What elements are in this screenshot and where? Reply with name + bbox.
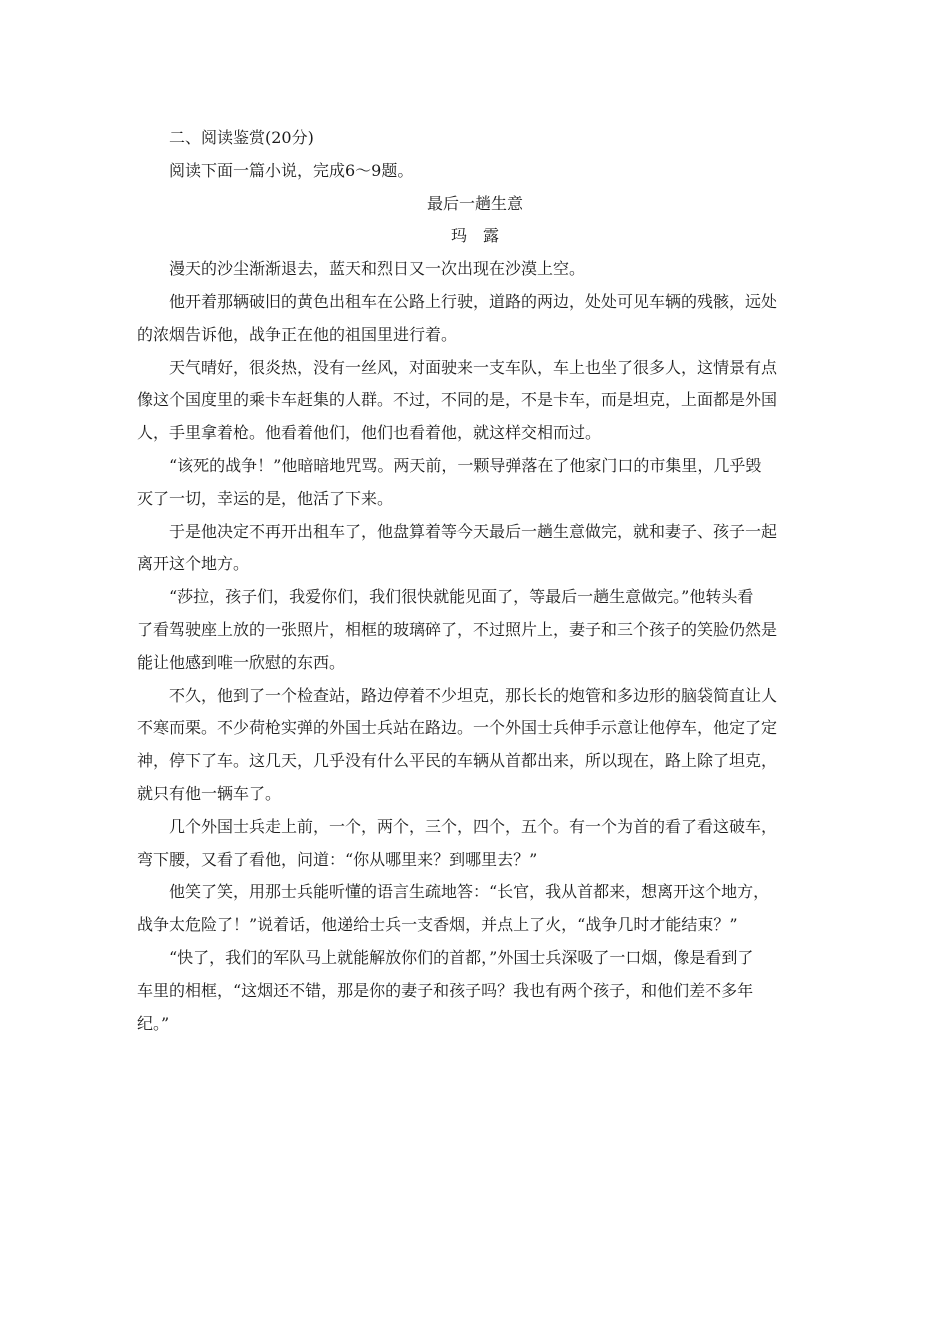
story-author: 玛 露 [450, 226, 499, 246]
paragraph-line: 了看驾驶座上放的一张照片，相框的玻璃碎了，不过照片上，妻子和三个孩子的笑脸仍然是 [137, 619, 778, 639]
story-paragraph [137, 876, 813, 942]
paragraph-line: 弯下腰，又看了看他，问道：“你从哪里来？到哪里去？” [137, 849, 538, 869]
paragraph-line: 离开这个地方。 [137, 554, 250, 574]
paragraph-line: 他笑了笑，用那士兵能听懂的语言生疏地答：“长官，我从首都来，想离开这个地方， [169, 882, 770, 902]
paragraph-line: 的浓烟告诉他，战争正在他的祖国里进行着。 [137, 324, 458, 344]
paragraph-line: 漫天的沙尘渐渐退去，蓝天和烈日又一次出现在沙漠上空。 [169, 259, 586, 279]
paragraph-line: “该死的战争！”他暗暗地咒骂。两天前，一颗导弹落在了他家门口的市集里，几乎毁 [169, 455, 762, 475]
paragraph-line: 不寒而栗。不少荷枪实弹的外国士兵站在路边。一个外国士兵伸手示意让他停车，他定了定 [137, 718, 778, 738]
paragraph-line: 他开着那辆破旧的黄色出租车在公路上行驶，道路的两边，处处可见车辆的残骸，远处 [169, 291, 778, 311]
story-paragraph [137, 450, 813, 516]
paragraph-line: 就只有他一辆车了。 [137, 783, 282, 803]
story-body [137, 253, 813, 1040]
story-paragraph [137, 352, 813, 450]
paragraph-line: 于是他决定不再开出租车了，他盘算着等今天最后一趟生意做完，就和妻子、孩子一起 [169, 521, 778, 541]
story-paragraph [137, 680, 813, 811]
story-paragraph [137, 942, 813, 1040]
paragraph-line: 天气晴好，很炎热，没有一丝风，对面驶来一支车队，车上也坐了很多人，这情景有点 [169, 357, 778, 377]
document-page [137, 122, 813, 1040]
paragraph-line: 人，手里拿着枪。他看着他们，他们也看着他，就这样交相而过。 [137, 423, 602, 443]
story-paragraph [137, 253, 813, 286]
paragraph-line: 神，停下了车。这几天，几乎没有什么平民的车辆从首都出来，所以现在，路上除了坦克， [137, 751, 778, 771]
paragraph-line: 几个外国士兵走上前，一个，两个，三个，四个，五个。有一个为首的看了看这破车， [169, 816, 778, 836]
paragraph-line: “快了，我们的军队马上就能解放你们的首都，”外国士兵深吸了一口烟，像是看到了 [169, 947, 754, 967]
paragraph-line: “莎拉，孩子们，我爱你们，我们很快就能见面了，等最后一趟生意做完。”他转头看 [169, 587, 754, 607]
story-paragraph [137, 516, 813, 582]
paragraph-line: 纪。” [137, 1013, 170, 1033]
story-paragraph [137, 286, 813, 352]
paragraph-line: 车里的相框，“这烟还不错，那是你的妻子和孩子吗？我也有两个孩子，和他们差不多年 [137, 980, 754, 1000]
paragraph-line: 能让他感到唯一欣慰的东西。 [137, 652, 346, 672]
story-paragraph [137, 581, 813, 679]
story-title: 最后一趟生意 [426, 193, 523, 213]
instruction-text: 阅读下面一篇小说，完成6～9题。 [169, 160, 414, 180]
story-paragraph [137, 811, 813, 877]
paragraph-line: 战争太危险了！”说着话，他递给士兵一支香烟，并点上了火，“战争几时才能结束？” [137, 915, 738, 935]
paragraph-line: 不久，他到了一个检查站，路边停着不少坦克，那长长的炮管和多边形的脑袋简直让人 [169, 685, 778, 705]
section-title: 二、阅读鉴赏(20分) [169, 128, 314, 147]
paragraph-line: 灭了一切，幸运的是，他活了下来。 [137, 488, 394, 508]
paragraph-line: 像这个国度里的乘卡车赶集的人群。不过，不同的是，不是卡车，而是坦克，上面都是外国 [137, 390, 778, 410]
